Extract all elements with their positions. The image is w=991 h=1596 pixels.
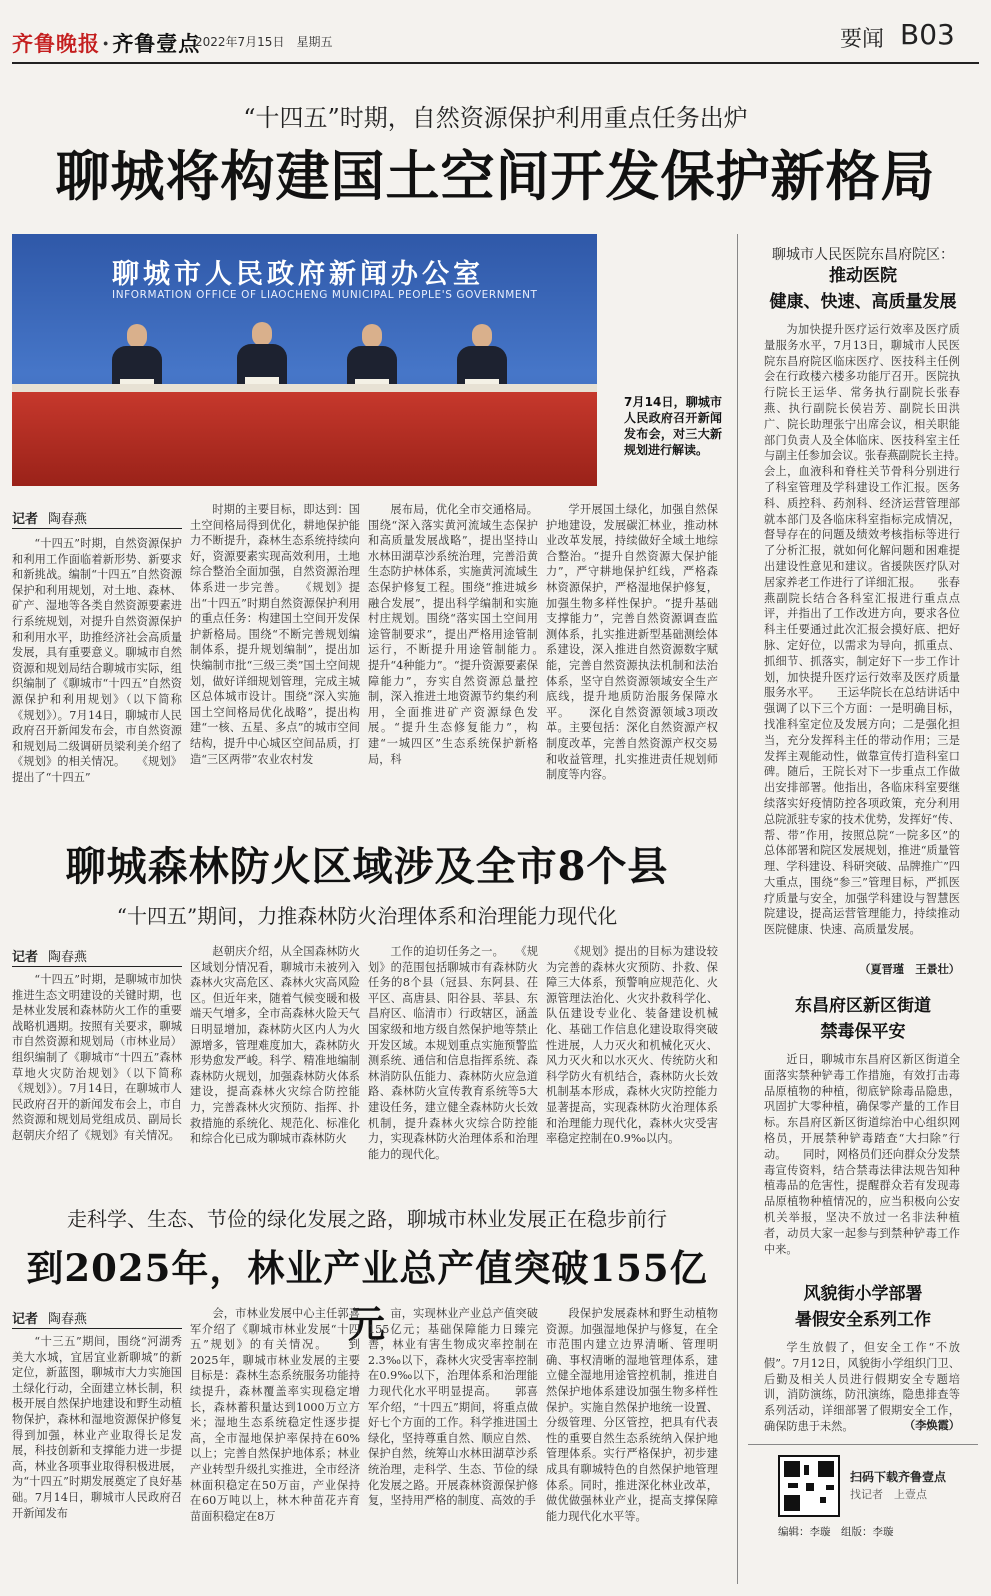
footer-editor-credit: 编辑：李璇 组版：李璇 <box>778 1526 894 1538</box>
photo-caption: 7月14日，聊城市人民政府召开新闻发布会，对三大新规划进行解读。 <box>624 395 722 457</box>
backdrop-title: 聊城市人民政府新闻办公室 <box>112 259 484 290</box>
footer-scan-text: 扫码下载齐鲁壹点 <box>850 1470 947 1484</box>
logo-separator: · <box>102 31 111 56</box>
footer-rule <box>748 1444 978 1445</box>
sidebar-story2-headline-line2: 禁毒保平安 <box>820 1022 906 1042</box>
section-name: 要闻 <box>840 27 885 52</box>
sidebar-story2-body: 近日，聊城市东昌府区新区街道全面落实禁种铲毒工作措施，有效打击毒品原植物的种植，彻底铲除毒品隐患，巩固扩大零种植，确保零产量的工作目标。东昌府区新区街道综治中心组织网格员，开展禁种铲毒踏查“大扫除”行动。 同时，网格员们还向群众分发禁毒宣传资料，结合禁毒法律法规告知种植毒品的危害性，提醒群众若有发现毒品原植物种植情况的，应当积极向公安机关举报，坚决不放过一名非法种植者，动员大家一起参与到禁种铲毒工作中来。 <box>764 1053 960 1256</box>
forest-fire-headline: 聊城森林防火区域涉及全市8个县 <box>65 843 669 890</box>
sidebar-story1-headline-line2: 健康、快速、高质量发展 <box>769 292 957 312</box>
byline-rule <box>12 528 182 529</box>
sidebar-story3-headline-line2: 暑假安全系列工作 <box>795 1310 931 1330</box>
sidebar-story1-headline-line1: 推动医院 <box>829 266 897 286</box>
forest-fire-byline <box>12 946 87 965</box>
press-conference-photo <box>12 234 722 486</box>
masthead-logo <box>12 28 200 58</box>
byline-label: 记者 <box>12 512 39 527</box>
byline-label: 记者 <box>12 1312 39 1327</box>
forestry-column: “十三五”期间，围绕“河湖秀美大水城，宜居宜业新聊城”的新定位，新蓝图，聊城市大力实施国土绿化行动，全面建立林长制，积极开展自然保护地建设和野生动植物保护，森林和湿地资源保护修复得到加强，林业产业取得长足发展，科技创新和支撑能力进一步提高，林业各项事业取得积极进展，为“十四五”时期发展奠定了良好基础。7月14日，聊城市人民政府召开新闻发布 <box>12 1335 182 1520</box>
forestry-column: 亩，实现林业产业总产值突破155亿元；基础保障能力日臻完善，林业有害生物成灾率控制在2.3‰以下，森林火灾受害率控制在0.9‰以下，治理体系和治理能力现代化水平明显提高。 郭喜军介绍，“十四五”期间，将重点做好七个方面的工作。科学推进国土绿化，坚持尊重自然、顺应自然、保护自然，统筹山水林田湖草沙系统治理，走科学、生态、节俭的绿化发展之路。开展森林资源保护修复，坚持用严格的制度、高效的手 <box>368 1307 538 1508</box>
sidebar-story1-body: 为加快提升医疗运行效率及医疗质量服务水平，7月13日，聊城市人民医院东昌府院区临床医疗、医技科主任例会在行政楼六楼多功能厅召开。医院执行院长王运华、常务执行副院长张春燕、执行副院长侯岩芳、副院长田洪广、院长助理张宁出席会议，相关职能部门负责人及全体临床、医技科室主任与副主任参加会议。张春燕副院长主持。 会上，血液科和脊柱关节骨科分别进行了科室管理及学科建设工作汇报。医务科、质控科、药剂科、经济运营管理部就本部门及各临床科室指标完成情况，督导存在的问题及绩效考核指标等进行了分析汇报，就如何化解问题和困难提出建设性意见和建议。省援陕医疗队对居家养老工作进行了详细汇报。 张春燕副院长结合各科室汇报进行重点点评，并指出了工作改进方向，要求各位科主任要通过此次汇报会摸好底、把好脉、定好位，以需求为导向，抓重点、抓细节、抓落实，制定好下一步工作计划，加快提升医疗运行效率及医疗质量服务水平。 王运华院长在总结讲话中强调了以下三个方面：一是明确目标，找准科室定位及发展方向；二是强化担当，充分发挥科主任的带动作用；三是发挥主观能动性，做靠宣传打造科室口碑。随后，王院长对下一步重点工作做出安排部署。他指出，各临床科室要继续落实好疫情防控各项政策，充分利用总院派驻专家的技术优势，发挥好“传、帮、带”作用，按照总院“一院多区”的总体部署和院区发展规划，推进“质量管理、学科建设、科研突破、品牌推广”四大重点，围绕“参三”管理目标，严抓医疗质量与安全，加强学科建设与智慧医院建设，提高运营管理能力，持续推动医院健康、快速、高质量发展。 <box>764 323 960 937</box>
forestry-headline: 到2025年，林业产业总产值突破155亿元 <box>26 1246 708 1346</box>
lead-byline <box>12 508 87 527</box>
lead-column: 展布局，优化全市交通格局。围绕“深入落实黄河流域生态保护和高质量发展战略”，提出坚持山水林田湖草沙系统治理，完善沿黄生态防护林体系，实施黄河流域生态保护修复工程。围绕“推进城乡融合发展”，提出科学编制和实施村庄规划。围绕“落实国土空间用途管制要求”，提出严格用途管制运行，不断提升用途管制能力。 提升“4种能力”。“提升资源要素保障能力”，夯实自然资源总量控制，深入推进土地资源节约集约利用，全面推进矿产资源绿色发展。“提升生态修复能力”，构建“一城四区”生态系统保护新格局，科 <box>368 503 538 766</box>
lead-column: 学开展国土绿化，加强自然保护地建设，发展碳汇林业，推动林业改革发展，持续做好全域土地综合整治。“提升自然资源大保护能力”，严守耕地保护红线，严格森林资源保护，严格湿地保护修复，加强生物多样性保护。“提升基础支撑能力”，完善自然资源调查监测体系，扎实推进新型基础测绘体系建设，深入推进自然资源数字赋能，完善自然资源执法机制和法治体系，坚守自然资源领域安全生产底线，提升地质防治服务保障水平。 深化自然资源领域3项改革。主要包括：深化自然资源产权制度改革，完善自然资源产权交易和收益管理，扎实推进责任规划师制度等内容。 <box>546 503 718 782</box>
byline-rule <box>12 1328 182 1329</box>
lead-kicker: “十四五”时期，自然资源保护利用重点任务出炉 <box>243 104 748 132</box>
issue-date: 2022年7月15日 星期五 <box>195 35 333 49</box>
forestry-column: 段保护发展森林和野生动植物资源。加强湿地保护与修复，在全市范围内建立边界清晰、管理明确、事权清晰的湿地管理体系，建立健全湿地用途管控机制，推进自然保护地体系建设加强生物多样性保护。实施自然保护地统一设置、分级管理、分区管控，把具有代表性的重要自然生态系统纳入保护地管理体系。实行严格保护，初步建成具有聊城特色的自然保护地管理体系。同时，推进深化林业改革，做优做强林业产业，提高支撑保障能力现代化水平等。 <box>546 1307 718 1523</box>
forestry-column: 会，市林业发展中心主任郭喜军介绍了《聊城市林业发展“十四五”规划》的有关情况。 到2025年，聊城市林业发展的主要目标是：森林生态系统服务功能持续提升，森林覆盖率实现稳定增长，森林蓄积量达到1000万立方米；湿地生态系统稳定性逐步提高，全市湿地保护率保持在60%以上；完善自然保护地体系；林业产业转型升级扎实推进，全市经济林面积稳定在50万亩，产业保持在60万吨以上，林木种苗花卉育苗面积稳定在8万 <box>190 1307 360 1523</box>
sidebar-story2-headline-line1: 东昌府区新区街道 <box>795 996 931 1016</box>
lead-headline: 聊城将构建国土空间开发保护新格局 <box>55 144 936 208</box>
masthead-rule <box>12 62 979 64</box>
logo-qilu-evening-news: 齐鲁晚报 <box>12 31 100 56</box>
byline-rule <box>12 966 182 967</box>
byline-name: 陶春燕 <box>48 950 88 965</box>
sidebar-story3-body: 学生放假了，但安全工作“不放假”。7月12日，风貌街小学组织门卫、后勤及相关人员进行假期安全专题培训，消防演练，防汛演练，隐患排查等系列活动，详细部署了假期安全工作，确保防患于未然。 <box>764 1341 960 1433</box>
forest-fire-column: “十四五”时期，是聊城市加快推进生态文明建设的关键时期，也是林业发展和森林防火工作的重要战略机遇期。按照有关要求，聊城市自然资源和规划局（市林业局）组织编制了《聊城市“十四五”森林草地火灾防治规划》（以下简称《规划》）。7月14日，在聊城市人民政府召开的新闻发布会上，市自然资源和规划局党组成员、副局长赵朝庆介绍了《规划》有关情况。 <box>12 973 182 1142</box>
lead-column: 时期的主要目标，即达到：国土空间格局得到优化，耕地保护能力不断提升，森林生态系统持续向好，资源要素实现高效利用，土地综合整治全面加强，自然资源治理体系进一步完善。 《规划》提出“十四五”时期自然资源保护利用的重点任务：构建国土空间开发保护新格局。围绕“不断完善规划编制体系，提升规划编制”，提出加快编制市批“三级三类”国土空间规划，做好详细规划管理，完成主城区总体城市设计。围绕“深入实施国土空间格局优化战略”，提出构建“一核、五星、多点”的城市空间结构，提升中心城区空间品质，打造“三区两带”农业农村发 <box>190 503 360 766</box>
forestry-byline <box>12 1308 87 1327</box>
qr-code-icon[interactable] <box>778 1455 840 1517</box>
logo-qilu-yidian: 齐鲁壹点 <box>112 31 201 56</box>
forest-fire-column: 工作的迫切任务之一。 《规划》的范围包括聊城市有森林防火任务的8个县（冠县、东阿县、茌平区、高唐县、阳谷县、莘县、东昌府区、临清市）行政辖区，涵盖国家级和地方级自然保护地等禁止开发区域。本规划重点实施预警监测系统、通信和信息指挥系统、森林消防队伍能力、森林防火应急道路、森林防火宣传教育系统等5大建设任务，建立健全森林防火长效机制，提升森林火灾综合防控能力，实现森林防火治理体系和治理能力的现代化。 <box>368 945 538 1161</box>
sidebar-story1-kicker: 聊城市人民医院东昌府院区： <box>772 247 954 263</box>
page-number: B03 <box>900 18 955 51</box>
sidebar-story1-credit: （夏晋瑾 王景壮） <box>859 962 960 976</box>
byline-label: 记者 <box>12 950 39 965</box>
byline-name: 陶春燕 <box>48 512 88 527</box>
forest-fire-column: 《规划》提出的目标为建设较为完善的森林火灾预防、扑救、保障三大体系，预警响应规范化、火源管理法治化、火灾扑救科学化、队伍建设专业化、装备建设机械化、基础工作信息化建设取得突破性进展，人力灭火和机械化灭火、风力灭火和以水灭火、传统防火和科学防火有机结合，森林防火长效机制基本形成，森林火灾防控能力显著提高，实现森林防火治理体系和治理能力现代化，森林火灾受害率稳定控制在0.9‰以内。 <box>546 945 718 1146</box>
byline-name: 陶春燕 <box>48 1312 88 1327</box>
forest-fire-column: 赵朝庆介绍，从全国森林防火区域划分情况看，聊城市未被列入森林火灾高危区、森林火灾高风险区。但近年来，随着气候变暖和极端天气增多，全市高森林火险天气日明显增加，森林防火区内人为火源增多，管理难度加大，森林防火形势愈发严峻。科学、精准地编制森林防火规划，加强森林防火体系建设，提高森林火灾综合防控能力，完善森林火灾预防、指挥、扑救措施的系统化、规范化、标准化和综合化已成为聊城市森林防火 <box>190 945 360 1146</box>
forestry-kicker: 走科学、生态、节俭的绿化发展之路，聊城市林业发展正在稳步前行 <box>67 1207 667 1231</box>
sidebar-story3-credit: （李焕霞） <box>904 1418 960 1432</box>
footer-find-reporter: 找记者 上壹点 <box>850 1488 927 1501</box>
sidebar-story3-headline-line1: 风貌街小学部署 <box>803 1284 923 1304</box>
red-table-cloth <box>12 392 597 486</box>
forest-fire-kicker: “十四五”期间，力推森林防火治理体系和治理能力现代化 <box>116 904 618 928</box>
sidebar-divider <box>737 234 738 1584</box>
lead-column: “十四五”时期，自然资源保护和利用工作面临着新形势、新要求和新挑战。编制“十四五”自然资源保护和利用规划，对土地、森林、矿产、湿地等各类自然资源要素进行系统规划，对提升自然资源保护和利用水平，助推经济社会高质量发展，具有重要意义。聊城市自然资源和规划局结合聊城市实际，组织编制了《聊城市“十四五”自然资源保护和利用规划》（以下简称《规划》）。7月14日，聊城市人民政府召开新闻发布会，市自然资源和规划局二级调研员梁利美介绍了《规划》的相关情况。 《规划》提出了“十四五” <box>12 537 182 784</box>
backdrop-subtitle: INFORMATION OFFICE OF LIAOCHENG MUNICIPAL PEOPLE'S GOVERNMENT <box>112 289 538 301</box>
